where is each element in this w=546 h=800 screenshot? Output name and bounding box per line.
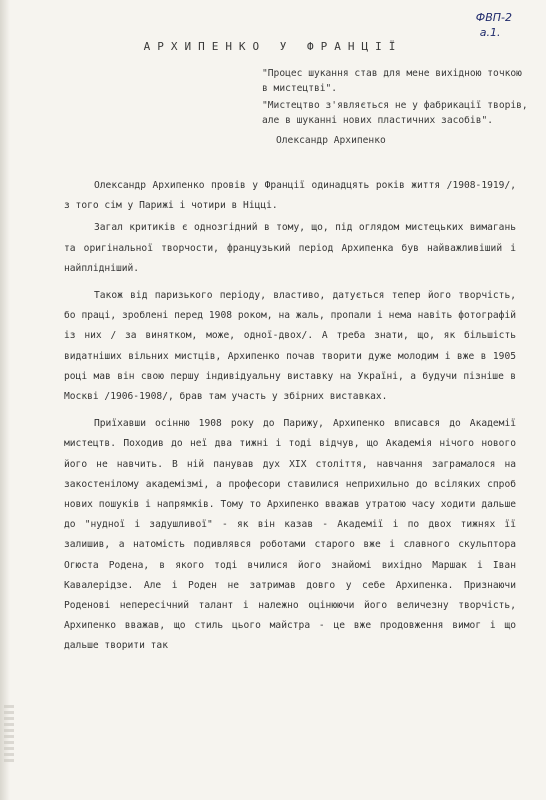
paragraph-2: Загал критиків є однозгідний в тому, що, під оглядом мистецьких вимагань та оригінальної творчости, французький період Архипенка був найважливіший і найплідніший.: [64, 222, 516, 274]
body-text: [64, 176, 516, 664]
epigraph-author: Олександр Архипенко: [276, 135, 386, 146]
paragraph-4: Приїхавши осінню 1908 року до Парижу, Архипенко вписався до Академії мистецтв. Походив до неї два тижні і тоді відчув, що Академія нічого нового його не навчить. В ній панував дух XIX століття, навчання заграмалося на закостенілому академізмі, а професори ставилися неприхильно до всіляких спроб нових пошуків і напрямків. Тому то Архипенко вважав утратою часу ходити дальше до "нудної і задушливої" - як він казав - Академії і по двох тижнях її залишив, а натомість подивлявся роботами старого вже і славного скульптора Огюста Родена, в якого тоді вчилися його знайомі вихідно Маршак і Іван Кавалерідзе. Але і Роден не затримав довго у себе Архипенка. Признаючи Роденові непересічний талант і належно оцінюючи його величезну творчість, Архипенко вважав, що стиль цього майстра - це вже продовження вимог і що дальше творити так: [64, 418, 516, 652]
epigraph: [262, 66, 532, 150]
epigraph-quote-1: "Процес шукання став для мене вихідною точкою в мистецтві".: [262, 68, 522, 94]
archive-code: [476, 10, 512, 40]
paragraph-1: Олександр Архипенко провів у Франції одинадцять років життя /1908-1919/, з того сім у Парижі і чотири в Ніцці.: [64, 180, 516, 212]
paragraph-3: [64, 286, 516, 407]
archive-code-line1: ФВП-2: [475, 11, 512, 24]
side-print-stamp: [4, 705, 14, 765]
epigraph-quote-2: "Мистецтво з'являється не у фабрикації творів, але в шуканні нових пластичних засобів".: [262, 100, 528, 126]
document-title: АРХИПЕНКО У ФРАНЦІЇ: [143, 40, 403, 53]
page-edge-shadow: [0, 0, 10, 800]
archive-code-line2: а.1.: [479, 26, 501, 39]
paragraph-3-text: Також від паризького періоду, властиво, датується тепер його творчість, бо праці, зроблені перед 1908 роком, на жаль, пропали і нема навіть фотографій із них / за винятком, може, одної-двох/. А треба знати, що, як більшість видатніших вільних мистців, Архипенко почав творити дуже молодим і вже в 1905 році мав він свою першу індивідуальну виставку на Україні, а будучи пізніше в Москві /1906-1908/, брав там участь у збірних виставках.: [64, 290, 516, 403]
